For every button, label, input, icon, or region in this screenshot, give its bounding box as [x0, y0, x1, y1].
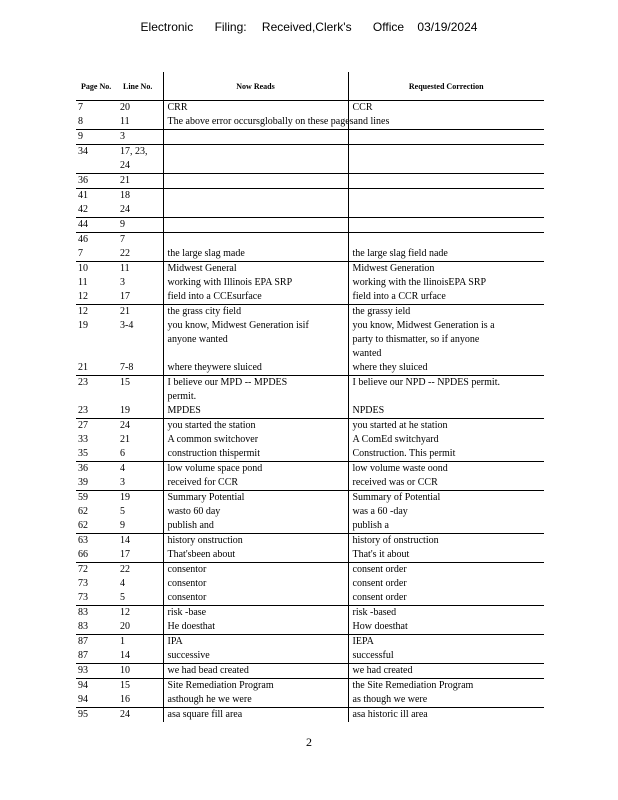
- page-cell: 23: [78, 405, 88, 416]
- table-row: [76, 693, 544, 708]
- page-cell: [76, 159, 118, 174]
- now-reads-cell: [163, 347, 348, 361]
- correction-cell: the large slag field nade: [348, 247, 544, 262]
- correction-cell: consent order: [348, 577, 544, 591]
- page-cell: 94: [78, 694, 88, 705]
- table-row: [76, 305, 544, 320]
- now-reads-cell: field into a CCEsurface: [163, 290, 348, 305]
- now-reads-cell: I believe our MPD -- MPDES: [163, 376, 348, 391]
- table-row: [76, 606, 544, 621]
- correction-cell: working with the llinoisEPA SRP: [348, 276, 544, 290]
- correction-cell: the Site Remediation Program: [348, 679, 544, 694]
- line-cell: [118, 390, 163, 404]
- correction-cell: Construction. This permit: [348, 447, 544, 462]
- line-cell: 10: [118, 664, 163, 679]
- now-reads-cell: consentor: [163, 563, 348, 578]
- correction-cell: [348, 390, 544, 404]
- table-row: [76, 390, 544, 404]
- page-cell: 19: [78, 320, 88, 331]
- now-reads-cell: you know, Midwest Generation isif: [163, 319, 348, 333]
- page-cell: [76, 333, 118, 347]
- page-cell: 8: [78, 116, 83, 127]
- table-row: [76, 361, 544, 376]
- correction-cell: [348, 203, 544, 218]
- correction-cell: history of onstruction: [348, 534, 544, 549]
- correction-cell: A ComEd switchyard: [348, 433, 544, 447]
- line-cell: 21: [120, 434, 130, 445]
- line-cell: 24: [120, 204, 130, 215]
- table-row: [76, 433, 544, 447]
- table-row: [76, 319, 544, 333]
- line-cell: 7-8: [120, 362, 134, 373]
- correction-cell: consent order: [348, 591, 544, 606]
- line-cell: 14: [118, 534, 163, 549]
- page-cell: 93: [76, 664, 118, 679]
- now-reads-cell: asthough he we were: [163, 693, 348, 708]
- table-row: [76, 476, 544, 491]
- line-cell: 20: [120, 621, 130, 632]
- now-reads-cell: publish and: [163, 519, 348, 534]
- line-cell: 12: [118, 606, 163, 621]
- header-word: Electronic: [140, 20, 194, 34]
- now-reads-cell: successive: [163, 649, 348, 664]
- now-reads-cell: CRR: [163, 101, 348, 116]
- correction-cell: [348, 174, 544, 189]
- correction-cell: [348, 130, 544, 145]
- now-reads-cell: the grass city field: [163, 305, 348, 320]
- col-header-line: Line No.: [118, 72, 163, 101]
- now-reads-cell: construction thispermit: [163, 447, 348, 462]
- correction-cell: the grassy ield: [348, 305, 544, 320]
- line-cell: 5: [120, 506, 125, 517]
- now-reads-cell: received for CCR: [163, 476, 348, 491]
- page-cell: [76, 347, 118, 361]
- table-row: [76, 505, 544, 519]
- header-date: 03/19/2024: [417, 20, 478, 34]
- table-row: [76, 101, 544, 116]
- page-cell: 87: [76, 635, 118, 650]
- line-cell: 14: [120, 650, 130, 661]
- correction-cell: NPDES: [348, 404, 544, 419]
- page-cell: 59: [76, 491, 118, 506]
- line-cell: 15: [118, 679, 163, 694]
- line-cell: 11: [118, 262, 163, 277]
- now-reads-cell: permit.: [163, 390, 348, 404]
- page-cell: 27: [76, 419, 118, 434]
- page-cell: 42: [78, 204, 88, 215]
- page-cell: 36: [76, 462, 118, 477]
- page-cell: 66: [78, 549, 88, 560]
- table-row: [76, 649, 544, 664]
- correction-cell: field into a CCR urface: [348, 290, 544, 305]
- table-row: [76, 189, 544, 204]
- line-cell: 22: [120, 248, 130, 259]
- correction-cell: where they sluiced: [348, 361, 544, 376]
- page-cell: 12: [76, 305, 118, 320]
- line-cell: 17: [120, 291, 130, 302]
- table-row: [76, 708, 544, 723]
- line-cell: 11: [120, 116, 130, 127]
- now-reads-cell: MPDES: [163, 404, 348, 419]
- table-row: [76, 635, 544, 650]
- line-cell: 7: [118, 233, 163, 248]
- page-cell: 83: [78, 621, 88, 632]
- correction-cell: [348, 189, 544, 204]
- page-cell: 73: [78, 578, 88, 589]
- page-number: 2: [306, 735, 312, 749]
- table-row: [76, 620, 544, 635]
- now-reads-cell: wasto 60 day: [163, 505, 348, 519]
- line-cell: 4: [120, 578, 125, 589]
- page-cell: 35: [78, 448, 88, 459]
- now-reads-cell: [163, 159, 348, 174]
- page-cell: 73: [78, 592, 88, 603]
- page-cell: 11: [78, 277, 88, 288]
- table-row: [76, 548, 544, 563]
- correction-cell: CCR: [348, 101, 544, 116]
- line-cell: 19: [118, 491, 163, 506]
- now-reads-cell: low volume space pond: [163, 462, 348, 477]
- page-cell: 94: [76, 679, 118, 694]
- page-cell: 12: [78, 291, 88, 302]
- now-reads-cell: consentor: [163, 591, 348, 606]
- now-reads-cell: [163, 130, 348, 145]
- now-reads-cell: history onstruction: [163, 534, 348, 549]
- page-cell: 44: [76, 218, 118, 233]
- line-cell: 20: [120, 102, 130, 113]
- page-cell: 7: [78, 248, 83, 259]
- table-row: [76, 664, 544, 679]
- now-reads-cell: the large slag made: [163, 247, 348, 262]
- correction-cell: publish a: [348, 519, 544, 534]
- now-reads-cell: consentor: [163, 577, 348, 591]
- table-row: [76, 534, 544, 549]
- line-cell: 3: [120, 477, 125, 488]
- table-row: [76, 347, 544, 361]
- line-cell: 4: [118, 462, 163, 477]
- now-reads-cell: [163, 203, 348, 218]
- line-cell: 5: [120, 592, 125, 603]
- table-row: [76, 262, 544, 277]
- correction-cell: wanted: [348, 347, 544, 361]
- line-cell: 24: [118, 708, 163, 723]
- correction-cell: [348, 159, 544, 174]
- now-reads-cell: IPA: [163, 635, 348, 650]
- col-header-page: Page No.: [76, 72, 118, 101]
- line-cell: 22: [118, 563, 163, 578]
- header-word: Office: [372, 20, 405, 34]
- table-row: [76, 218, 544, 233]
- correction-cell: we had created: [348, 664, 544, 679]
- correction-cell: was a 60 -day: [348, 505, 544, 519]
- table-row: [76, 376, 544, 391]
- now-reads-cell: The above error occursglobally on these pagesand lines: [163, 115, 348, 130]
- correction-cell: party to thismatter, so if anyone: [348, 333, 544, 347]
- correction-cell: I believe our NPD -- NPDES permit.: [348, 376, 544, 391]
- now-reads-cell: [163, 189, 348, 204]
- table-row: [76, 462, 544, 477]
- now-reads-cell: [163, 218, 348, 233]
- table-row: [76, 577, 544, 591]
- header-word: Filing:: [214, 20, 247, 34]
- page-cell: 33: [78, 434, 88, 445]
- table-row: [76, 233, 544, 248]
- now-reads-cell: Site Remediation Program: [163, 679, 348, 694]
- page-cell: 41: [76, 189, 118, 204]
- table-row: [76, 447, 544, 462]
- correction-cell: consent order: [348, 563, 544, 578]
- filing-header: [0, 20, 618, 34]
- correction-cell: low volume waste oond: [348, 462, 544, 477]
- header-word: Received,Clerk's: [261, 20, 352, 34]
- now-reads-cell: we had bead created: [163, 664, 348, 679]
- correction-cell: That's it about: [348, 548, 544, 563]
- page-cell: 72: [76, 563, 118, 578]
- correction-cell: [348, 218, 544, 233]
- col-header-now-reads: Now Reads: [163, 72, 348, 101]
- line-cell: 3: [118, 130, 163, 145]
- now-reads-cell: A common switchover: [163, 433, 348, 447]
- page-cell: 46: [76, 233, 118, 248]
- line-cell: 15: [118, 376, 163, 391]
- table-row: [76, 404, 544, 419]
- correction-cell: [348, 233, 544, 248]
- correction-cell: you started at he station: [348, 419, 544, 434]
- page-cell: [76, 390, 118, 404]
- line-cell: 24: [120, 160, 130, 171]
- line-cell: 18: [118, 189, 163, 204]
- line-cell: 24: [118, 419, 163, 434]
- now-reads-cell: That'sbeen about: [163, 548, 348, 563]
- now-reads-cell: He doesthat: [163, 620, 348, 635]
- page-cell: 9: [76, 130, 118, 145]
- page-cell: 62: [78, 520, 88, 531]
- line-cell: 9: [118, 218, 163, 233]
- correction-cell: successful: [348, 649, 544, 664]
- correction-cell: Midwest Generation: [348, 262, 544, 277]
- page-cell: 39: [78, 477, 88, 488]
- page-cell: 36: [76, 174, 118, 189]
- table-row: [76, 290, 544, 305]
- table-row: [76, 276, 544, 290]
- page-cell: 21: [78, 362, 88, 373]
- table-row: [76, 563, 544, 578]
- line-cell: 17: [120, 549, 130, 560]
- page-cell: 63: [76, 534, 118, 549]
- page-cell: 87: [78, 650, 88, 661]
- correction-cell: asa historic ill area: [348, 708, 544, 723]
- correction-cell: received was or CCR: [348, 476, 544, 491]
- line-cell: 3-4: [120, 320, 134, 331]
- line-cell: 9: [120, 520, 125, 531]
- table-row: [76, 591, 544, 606]
- correction-cell: risk -based: [348, 606, 544, 621]
- now-reads-cell: Midwest General: [163, 262, 348, 277]
- line-cell: 21: [118, 174, 163, 189]
- correction-cell: IEPA: [348, 635, 544, 650]
- now-reads-cell: where theywere sluiced: [163, 361, 348, 376]
- table-row: [76, 491, 544, 506]
- table-row: [76, 174, 544, 189]
- line-cell: 1: [118, 635, 163, 650]
- page-cell: 7: [78, 102, 83, 113]
- line-cell: 16: [120, 694, 130, 705]
- now-reads-cell: risk -base: [163, 606, 348, 621]
- table-row: [76, 519, 544, 534]
- page-cell: 62: [78, 506, 88, 517]
- now-reads-cell: asa square fill area: [163, 708, 348, 723]
- correction-cell: as though we were: [348, 693, 544, 708]
- correction-cell: you know, Midwest Generation is a: [348, 319, 544, 333]
- page-cell: 23: [76, 376, 118, 391]
- table-row: [76, 130, 544, 145]
- table-row: [76, 203, 544, 218]
- now-reads-cell: [163, 233, 348, 248]
- line-cell: 17, 23,: [118, 145, 163, 160]
- correction-cell: How doesthat: [348, 620, 544, 635]
- table-row: [76, 679, 544, 694]
- now-reads-cell: you started the station: [163, 419, 348, 434]
- table-row: [76, 419, 544, 434]
- correction-cell: Summary of Potential: [348, 491, 544, 506]
- table-row: [76, 333, 544, 347]
- line-cell: 3: [120, 277, 125, 288]
- table-row: [76, 247, 544, 262]
- page-cell: 10: [76, 262, 118, 277]
- now-reads-cell: working with Illinois EPA SRP: [163, 276, 348, 290]
- now-reads-cell: [163, 174, 348, 189]
- table-row: [76, 115, 544, 130]
- col-header-requested-correction: Requested Correction: [348, 72, 544, 101]
- now-reads-cell: Summary Potential: [163, 491, 348, 506]
- page-cell: 83: [76, 606, 118, 621]
- errata-table: [76, 72, 544, 722]
- line-cell: [118, 333, 163, 347]
- line-cell: 21: [118, 305, 163, 320]
- page-cell: 95: [76, 708, 118, 723]
- table-row: [76, 159, 544, 174]
- line-cell: 6: [120, 448, 125, 459]
- line-cell: 19: [120, 405, 130, 416]
- line-cell: [118, 347, 163, 361]
- correction-cell: [348, 145, 544, 160]
- table-row: [76, 145, 544, 160]
- now-reads-cell: [163, 145, 348, 160]
- now-reads-cell: anyone wanted: [163, 333, 348, 347]
- page-cell: 34: [76, 145, 118, 160]
